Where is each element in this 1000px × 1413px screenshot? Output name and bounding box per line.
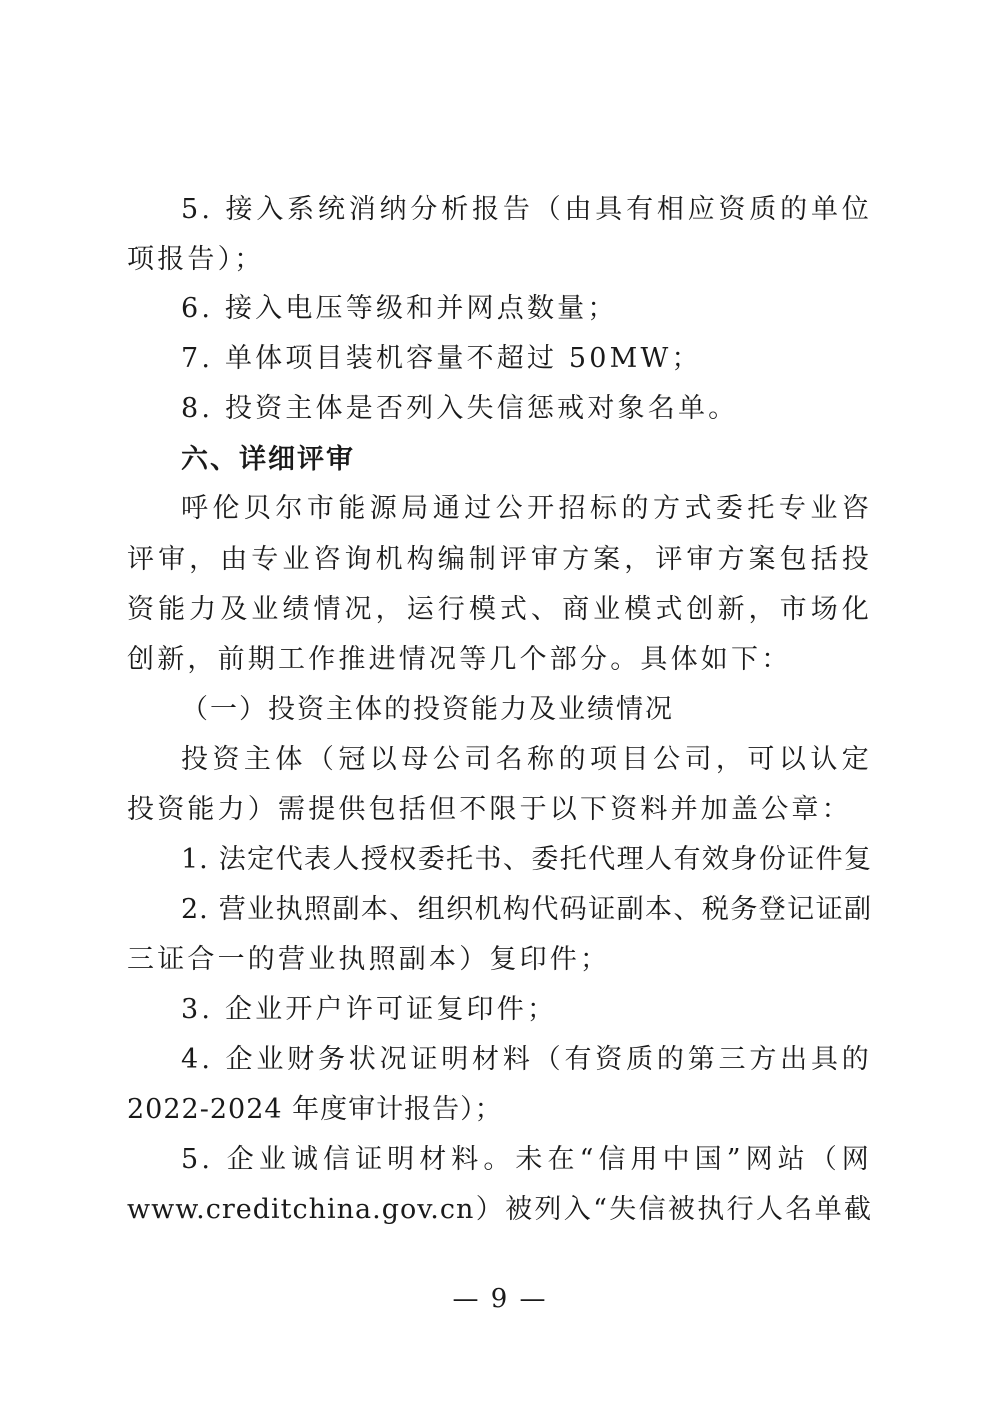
paragraph-line: 投资主体（冠以母公司名称的项目公司，可以认定 bbox=[181, 744, 872, 775]
list-item: 5. 企业诚信证明材料。未在“信用中国”网站（网 bbox=[181, 1144, 872, 1175]
list-item: 7. 单体项目装机容量不超过 50MW； bbox=[181, 343, 702, 374]
paragraph-line: 项报告）； bbox=[127, 244, 265, 275]
paragraph-line: 三证合一的营业执照副本）复印件； bbox=[127, 944, 611, 975]
paragraph-line: 2022-2024 年度审计报告）； bbox=[127, 1094, 503, 1125]
paragraph-line: 评审，由专业咨询机构编制评审方案，评审方案包括投 bbox=[127, 544, 872, 575]
paragraph-line: 呼伦贝尔市能源局通过公开招标的方式委托专业咨 bbox=[181, 493, 872, 524]
list-item: 2. 营业执照副本、组织机构代码证副本、税务登记证副 bbox=[181, 894, 872, 925]
paragraph-line: 资能力及业绩情况，运行模式、商业模式创新，市场化 bbox=[127, 594, 872, 625]
subsection-heading: （一）投资主体的投资能力及业绩情况 bbox=[181, 694, 674, 725]
list-item: 3. 企业开户许可证复印件； bbox=[181, 994, 558, 1025]
list-item: 6. 接入电压等级和并网点数量； bbox=[181, 293, 618, 324]
section-heading: 六、详细评审 bbox=[181, 444, 355, 475]
paragraph-line: 创新，前期工作推进情况等几个部分。具体如下： bbox=[127, 644, 792, 675]
list-item: 4. 企业财务状况证明材料（有资质的第三方出具的 bbox=[181, 1044, 872, 1075]
paragraph-line: 投资能力）需提供包括但不限于以下资料并加盖公章： bbox=[127, 794, 852, 825]
paragraph-line: 5. 接入系统消纳分析报告（由具有相应资质的单位 bbox=[181, 194, 872, 225]
page-number: — 9 — bbox=[452, 1284, 548, 1314]
paragraph-line: www.creditchina.gov.cn）被列入“失信被执行人名单截 bbox=[127, 1194, 872, 1225]
list-item: 1. 法定代表人授权委托书、委托代理人有效身份证件复 bbox=[181, 844, 872, 875]
list-item: 8. 投资主体是否列入失信惩戒对象名单。 bbox=[181, 393, 739, 424]
